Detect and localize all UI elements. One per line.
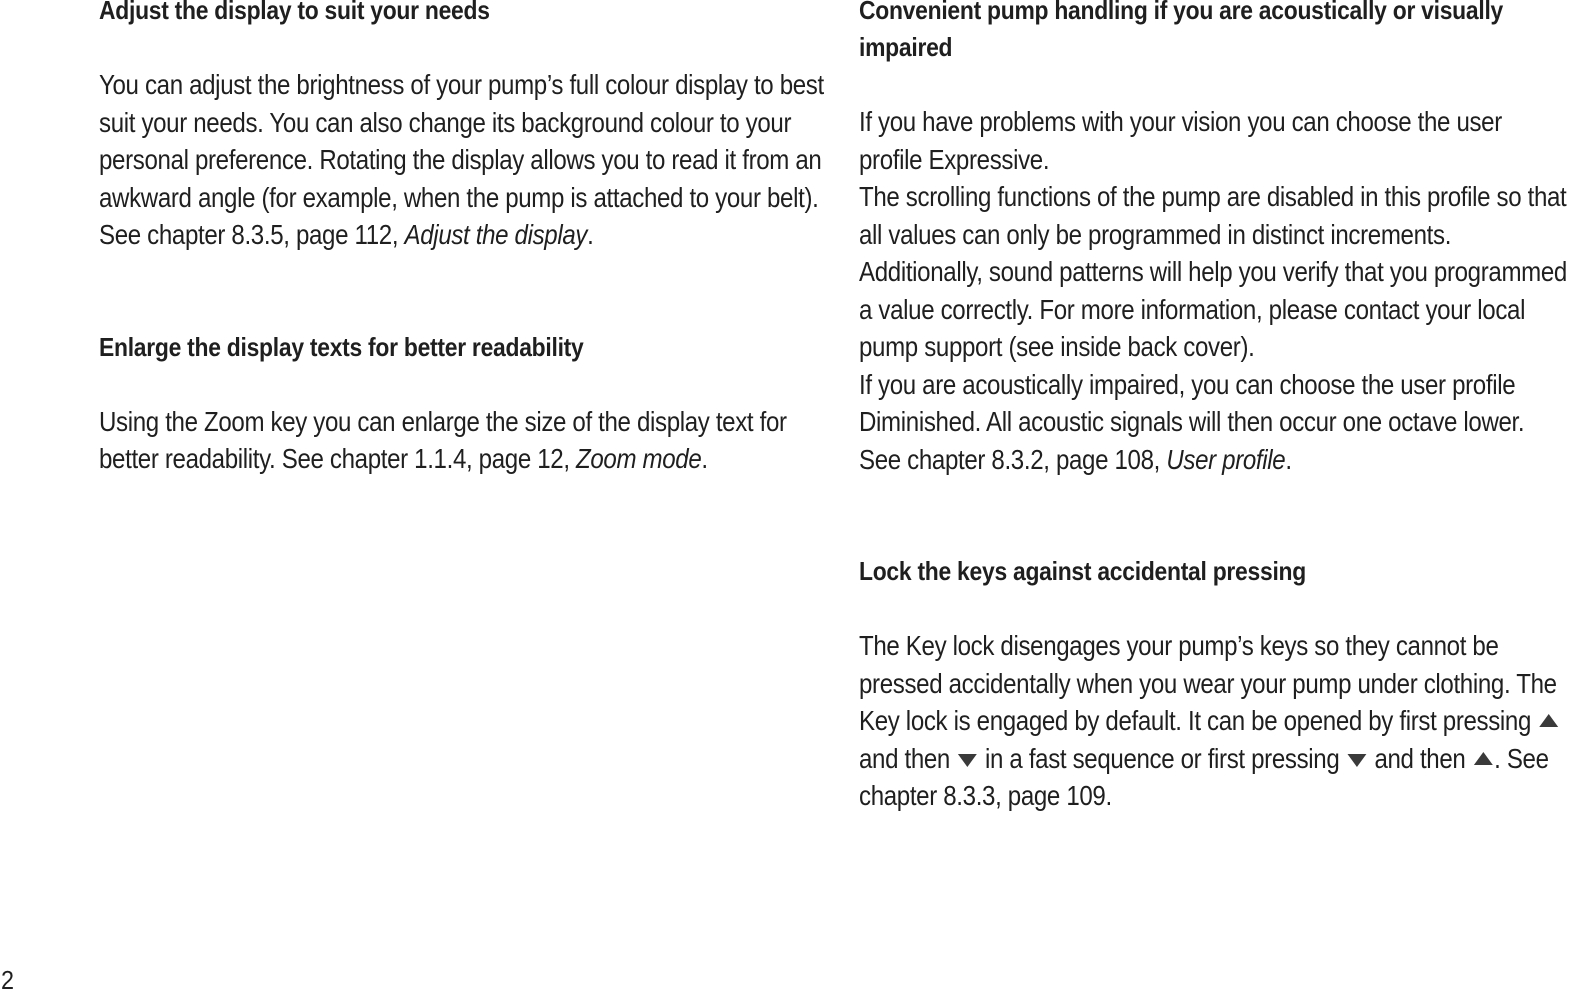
body-text: The Key lock disengages your pump’s keys so they cannot be pressed accidentally when you wear your pump under clothing. The Key lock is engaged by default. It can be opened by first pressing bbox=[859, 630, 1557, 736]
body-text: You can adjust the brightness of your pump’s full colour display to best suit your needs. You can also change its background colour to your personal preference. Rotating the display allows you to read it from an awkward angle (for example, when the pump is attached to your belt). See chapter 8.3.5, page 112, bbox=[99, 69, 824, 250]
left-column bbox=[99, 0, 829, 478]
body-text: in a fast sequence or first pressing bbox=[978, 742, 1346, 774]
section-heading-key-lock: Lock the keys against accidental pressing bbox=[859, 556, 1306, 586]
section-heading-enlarge-text: Enlarge the display texts for better readability bbox=[99, 331, 584, 362]
chapter-reference: User profile bbox=[1166, 443, 1286, 475]
up-arrow-key-icon bbox=[1539, 714, 1558, 727]
chapter-reference: Adjust the display bbox=[404, 219, 588, 250]
body-text: and then bbox=[859, 742, 957, 774]
page-number: 2 bbox=[1, 965, 15, 995]
down-arrow-key-icon bbox=[1347, 754, 1366, 767]
section-body-adjust-display bbox=[99, 66, 827, 254]
body-text-end: . bbox=[701, 443, 708, 474]
body-text-end: . bbox=[587, 219, 594, 250]
section-body-enlarge-text bbox=[99, 403, 827, 478]
body-text-end: . bbox=[1285, 443, 1292, 475]
chapter-reference: Zoom mode bbox=[576, 443, 702, 474]
section-body-key-lock bbox=[859, 627, 1569, 815]
section-heading-adjust-display: Adjust the display to suit your needs bbox=[99, 0, 490, 25]
body-text: If you are acoustically impaired, you can choose the user profile Diminished. All acoustic signals will then occur one octave lower. See chapter 8.3.2, page 108, bbox=[859, 368, 1525, 475]
body-text: . See chapter 8.3.3, page 109. bbox=[859, 742, 1549, 811]
paragraph-acoustic bbox=[859, 366, 1569, 479]
down-arrow-key-icon bbox=[958, 754, 977, 767]
section-heading-impaired-handling: Convenient pump handling if you are acoustically or visually impaired bbox=[859, 0, 1504, 62]
body-text: Using the Zoom key you can enlarge the size of the display text for better readability. See chapter 1.1.4, page 12, bbox=[99, 405, 787, 474]
paragraph-scrolling: The scrolling functions of the pump are disabled in this profile so that all values can only be programmed in distinct increments. Additionally, sound patterns will help you verify that you programmed a value correctly. For more information, please contact your local pump support (see inside back cover). bbox=[859, 181, 1567, 362]
right-column bbox=[859, 0, 1571, 815]
body-text: and then bbox=[1368, 742, 1472, 774]
paragraph-vision: If you have problems with your vision you can choose the user profile Expressive. bbox=[859, 106, 1502, 175]
up-arrow-key-icon bbox=[1474, 752, 1493, 765]
